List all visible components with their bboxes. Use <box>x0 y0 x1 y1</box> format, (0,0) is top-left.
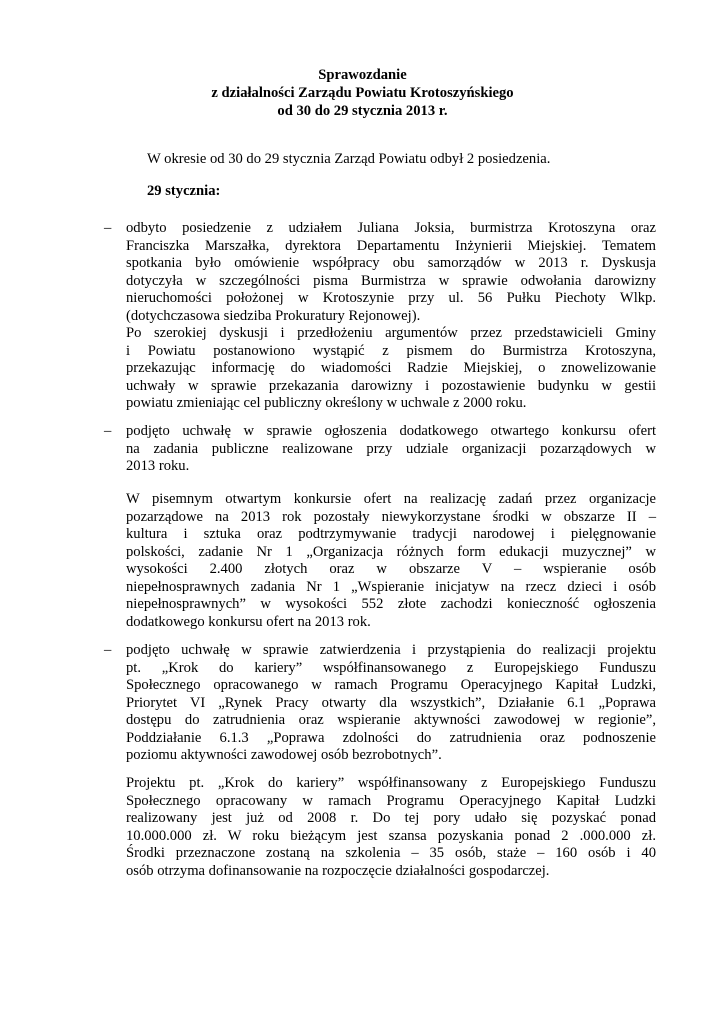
text-line: powiatu zmieniając cel publiczny określony w uchwale z 2000 roku. <box>126 395 527 411</box>
text-line: dostępu do zatrudnienia oraz wspieranie aktywności zawodowej w regionie”, <box>126 712 656 728</box>
text-line: przekazując informację do wiadomości Radzie Miejskiej, o znowelizowanie <box>126 360 656 376</box>
text-line: uchwały w sprawie przekazania darowizny i pozostawienie budynku w gestii <box>126 377 656 394</box>
report-subtitle: z działalności Zarządu Powiatu Krotoszyńskiego <box>211 85 514 101</box>
list-item-project-resolution <box>104 642 656 765</box>
text-line: realizowany jest już od 2008 r. Do tej pory udało się pozyskać ponad <box>126 810 656 826</box>
text-line: i Powiatu postanowiono wystąpić z pismem do Burmistrza Krotoszyna, <box>126 342 656 359</box>
list-item-text <box>126 642 656 765</box>
text-line: wysokości 2.400 złotych oraz w obszarze V – wspieranie osób <box>126 561 656 577</box>
list-item-text <box>126 423 656 476</box>
text-line: pozarządowe na 2013 rok pozostały niewykorzystane środki w obszarze II – <box>126 508 656 525</box>
text-line: pt. „Krok do kariery” współfinansowanego z Europejskiego Funduszu <box>126 659 656 676</box>
list-item-contest-resolution <box>104 423 656 476</box>
text-line: nieruchomości położonej w Krotoszynie przy ul. 56 Pułku Piechoty Wlkp. <box>126 290 656 306</box>
text-line: polskości, zadanie Nr 1 „Organizacja różnych form edukacji muzycznej” w <box>126 543 656 560</box>
bullet-dash: – <box>104 642 112 658</box>
text-line: Priorytet VI „Rynek Pracy otwarty dla wszystkich”, Działanie 6.1 „Poprawa <box>126 694 656 711</box>
text-line: W pisemnym otwartym konkursie ofert na realizację zadań przez organizacje <box>126 491 656 507</box>
report-period: od 30 do 29 stycznia 2013 r. <box>277 103 448 119</box>
text-line: osób otrzyma dofinansowanie na rozpoczęcie działalności gospodarczej. <box>126 862 550 879</box>
contest-details-paragraph <box>126 491 656 631</box>
text-line: Franciszka Marszałka, dyrektora Departamentu Inżynierii Miejskiej. Tematem <box>126 237 656 254</box>
text-line: dotyczyła w szczególności pisma Burmistrza w sprawie odwołania darowizny <box>126 272 656 289</box>
text-line: 10.000.000 zł. W roku bieżącym jest szansa pozyskania ponad 2 .000.000 zł. <box>126 827 656 844</box>
text-line: podjęto uchwałę w sprawie zatwierdzenia i przystąpienia do realizacji projektu <box>126 642 656 658</box>
text-line: (dotychczasowa siedziba Prokuratury Rejonowej). <box>126 307 421 324</box>
text-line: Społecznego opracowanego w ramach Programu Operacyjnego Kapitał Ludzki, <box>126 677 656 693</box>
text-line: niepełnosprawnych zadania Nr 1 „Wspieranie inicjatyw na rzecz dzieci i osób <box>126 578 656 595</box>
text-line: Projektu pt. „Krok do kariery” współfinansowany z Europejskiego Funduszu <box>126 775 656 791</box>
text-line: Społecznego opracowany w ramach Programu Operacyjnego Kapitał Ludzki <box>126 792 656 809</box>
list-item-text <box>126 220 656 413</box>
bullet-dash: – <box>104 220 112 236</box>
text-line: podjęto uchwałę w sprawie ogłoszenia dodatkowego otwartego konkursu ofert <box>126 423 656 439</box>
text-line: poziomu aktywności zawodowej osób bezrobotnych”. <box>126 747 442 763</box>
text-line: Poddziałanie 6.1.3 „Poprawa zdolności do zatrudnienia oraz podnoszenie <box>126 729 656 746</box>
text-line: 2013 roku. <box>126 458 190 474</box>
report-title: Sprawozdanie <box>318 67 407 83</box>
text-line: niepełnosprawnych” w wysokości 552 złote zachodzi konieczność ogłoszenia <box>126 596 656 612</box>
bullet-dash: – <box>104 423 112 439</box>
text-line: Środki przeznaczone zostaną na szkolenia – 35 osób, staże – 160 osób i 40 <box>126 845 656 861</box>
text-line: kultura i sztuka oraz podtrzymywanie tradycji narodowej i pielęgnowanie <box>126 526 656 542</box>
project-details-paragraph <box>126 775 656 880</box>
document-header <box>0 66 725 120</box>
text-line: Po szerokiej dyskusji i przedłożeniu argumentów przez przedstawicieli Gminy <box>126 325 656 341</box>
intro-paragraph: W okresie od 30 do 29 stycznia Zarząd Powiatu odbył 2 posiedzenia. <box>147 151 551 167</box>
list-item-meeting <box>104 220 656 413</box>
text-line: dodatkowego konkursu ofert na 2013 rok. <box>126 613 371 630</box>
text-line: odbyto posiedzenie z udziałem Juliana Joksia, burmistrza Krotoszyna oraz <box>126 220 656 236</box>
date-heading: 29 stycznia: <box>147 183 221 199</box>
text-line: na zadania publiczne realizowane przy udziale organizacji pozarządowych w <box>126 440 656 457</box>
text-line: spotkania było omówienie współpracy obu samorządów w 2013 r. Dyskusja <box>126 255 656 271</box>
